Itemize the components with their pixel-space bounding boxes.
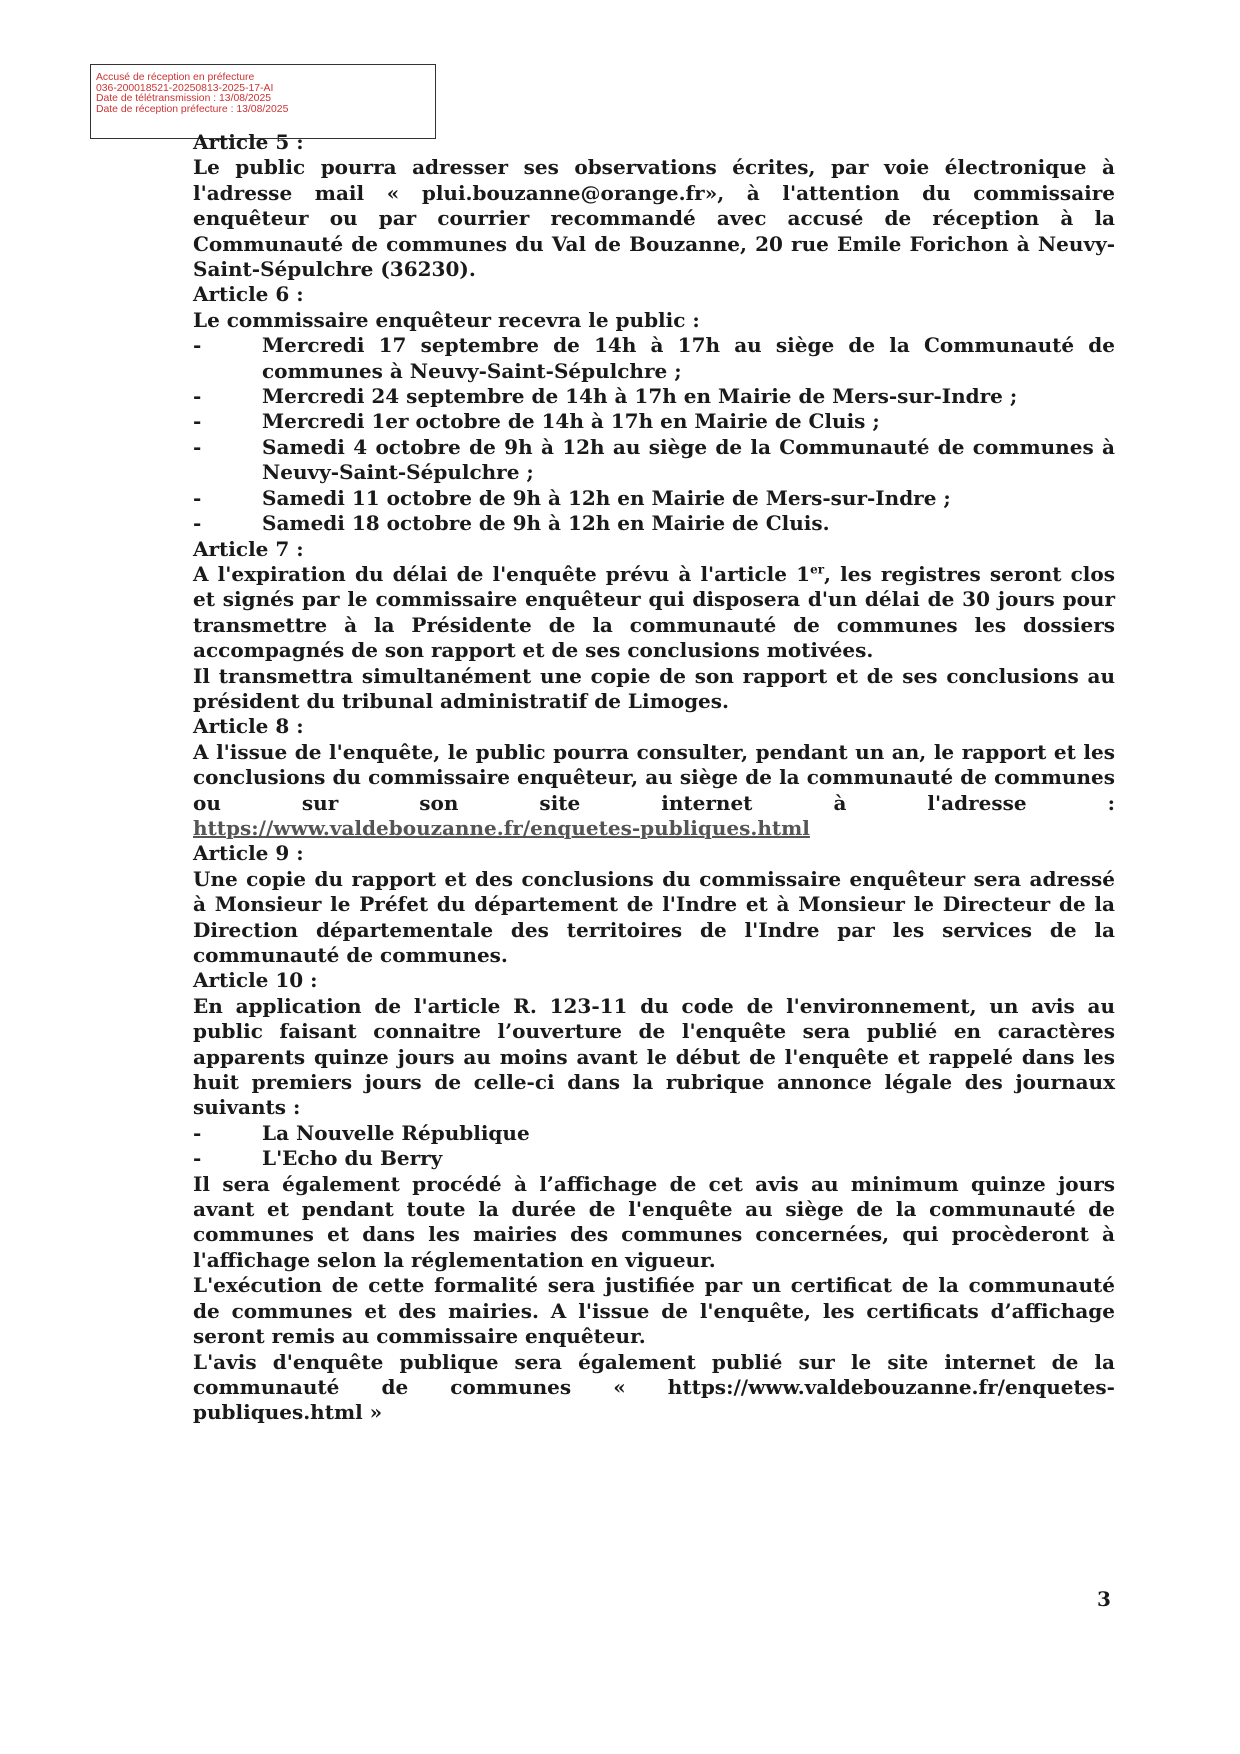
article-8-heading: Article 8 :: [193, 714, 304, 739]
article-8-text: A l'issue de l'enquête, le public pourra consulter, pendant un an, le rapport et les conclusions du commissaire enquêteur, au siège de la communauté de communes ou sur son site internet à l'adresse :: [193, 739, 1115, 815]
article-10-heading: Article 10 :: [193, 968, 318, 993]
article-5: [193, 130, 1115, 282]
article-7-heading: Article 7 :: [193, 536, 304, 561]
stamp-line: Date de réception préfecture : 13/08/2025: [96, 103, 289, 115]
list-item: - L'Echo du Berry: [193, 1146, 1115, 1171]
article-7: [193, 537, 1115, 715]
email-address[interactable]: plui.bouzanne@orange.fr: [421, 180, 705, 205]
list-item: - Mercredi 1er octobre de 14h à 17h en Mairie de Cluis ;: [193, 409, 1115, 434]
article-6-intro: Le commissaire enquêteur recevra le public :: [193, 307, 700, 332]
article-5-text-before-email: Le public pourra adresser ses observations écrites, par voie électronique à l'adresse mail «: [193, 155, 1115, 205]
article-5-heading: Article 5 :: [193, 130, 304, 154]
article-10-paragraph-4: L'avis d'enquête publique sera également publié sur le site internet de la communauté de communes « https://www.valdebouzanne.fr/enquetes-publiques.html »: [193, 1349, 1115, 1425]
article-9-text: Une copie du rapport et des conclusions du commissaire enquêteur sera adressé à Monsieur le Préfet du département de l'Indre et à Monsieur le Directeur de la Direction départementale des territoires de l'Indre par les services de la communauté de communes.: [193, 866, 1115, 967]
article-8-url-line: [193, 816, 1115, 841]
list-item: - Samedi 11 octobre de 9h à 12h en Mairie de Mers-sur-Indre ;: [193, 486, 1115, 511]
page-number: 3: [1097, 1587, 1111, 1611]
article-6: [193, 282, 1115, 536]
document-body: [193, 130, 1115, 1426]
article-5-text-after-email: », à l'attention du commissaire enquêteur ou par courrier recommandé avec accusé de réception à la Communauté de communes du Val de Bouzanne, 20 rue Emile Forichon à Neuvy-Saint-Sépulchre (36230).: [193, 180, 1116, 282]
article-10-paragraph-2: Il sera également procédé à l’affichage de cet avis au minimum quinze jours avant et pendant toute la durée de l'enquête au siège de la communauté de communes et dans les mairies des communes concernées, qui procèderont à l'affichage selon la réglementation en vigueur.: [193, 1171, 1115, 1272]
list-item: - La Nouvelle République: [193, 1121, 1115, 1146]
list-item: - Samedi 18 octobre de 9h à 12h en Mairie de Cluis.: [193, 511, 1115, 536]
article-10-paragraph-3: L'exécution de cette formalité sera justifiée par un certificat de la communauté de communes et des mairies. A l'issue de l'enquête, les certificats d’affichage seront remis au commissaire enquêteur.: [193, 1273, 1115, 1349]
article-6-heading: Article 6 :: [193, 282, 304, 307]
article-9-heading: Article 9 :: [193, 841, 304, 866]
ordinal-superscript: er: [810, 562, 825, 577]
list-item: - Mercredi 24 septembre de 14h à 17h en Mairie de Mers-sur-Indre ;: [193, 384, 1115, 409]
stamp-line: Accusé de réception en préfecture: [96, 72, 255, 83]
enquetes-publiques-link[interactable]: https://www.valdebouzanne.fr/enquetes-publiques.html: [193, 815, 810, 840]
permanence-schedule-list: [193, 333, 1115, 536]
article-8: [193, 714, 1115, 841]
article-7-text-continued: , les registres seront clos et signés par le commissaire enquêteur qui disposera d'un délai de 30 jours pour transmettre à la Présidente de la communauté de communes les dossiers accompagnés de son rapport et de ses conclusions motivées.: [193, 561, 1116, 663]
article-10-paragraph-1: En application de l'article R. 123-11 du code de l'environnement, un avis au public faisant connaitre l’ouverture de l'enquête sera publié en caractères apparents quinze jours au moins avant le début de l'enquête et rappelé dans les huit premiers jours de celle-ci dans la rubrique annonce légale des journaux suivants :: [193, 993, 1115, 1120]
article-7-paragraph-1: [193, 562, 1115, 664]
stamp-line: 036-200018521-20250813-2025-17-AI: [96, 82, 274, 94]
article-10: [193, 968, 1115, 1425]
article-7-text: A l'expiration du délai de l'enquête prévu à l'article 1: [193, 561, 811, 586]
prefecture-receipt-stamp: [90, 64, 436, 139]
newspaper-list: [193, 1121, 1115, 1172]
article-5-text: [193, 155, 1115, 282]
article-9: [193, 841, 1115, 968]
list-item: - Samedi 4 octobre de 9h à 12h au siège de la Communauté de communes à Neuvy-Saint-Sépulchre ;: [193, 435, 1115, 486]
article-7-paragraph-2: Il transmettra simultanément une copie de son rapport et de ses conclusions au président du tribunal administratif de Limoges.: [193, 663, 1115, 713]
list-item: - Mercredi 17 septembre de 14h à 17h au siège de la Communauté de communes à Neuvy-Saint-Sépulchre ;: [193, 333, 1115, 384]
stamp-line: Date de télétransmission : 13/08/2025: [96, 93, 272, 104]
